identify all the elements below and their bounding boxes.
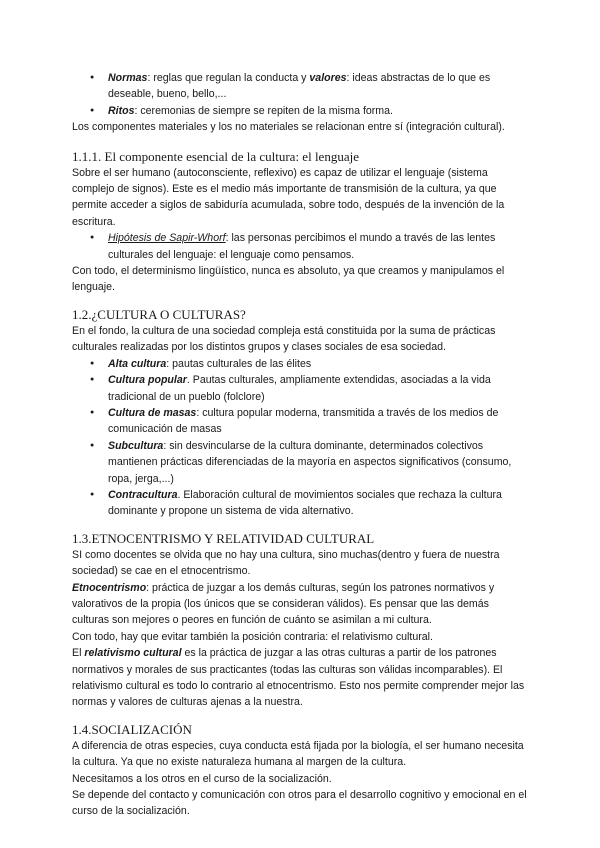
list-item: ● Normas: reglas que regulan la conducta y valores: ideas abstractas de lo que es deseable, bueno, bello,... — [72, 70, 528, 103]
section-heading-1-2: 1.2.¿CULTURA O CULTURAS? — [72, 306, 246, 322]
paragraph: Los componentes materiales y los no materiales se relacionan entre sí (integración cultural). — [72, 121, 505, 134]
norms-list — [72, 70, 528, 119]
list-item: ● Alta cultura: pautas culturales de las élites — [72, 356, 528, 372]
paragraph: Necesitamos a los otros en el curso de la socialización. — [72, 772, 332, 785]
term: Cultura popular — [108, 374, 187, 387]
list-item: ● Cultura de masas: cultura popular moderna, transmitida a través de los medios de comunicación de masas — [72, 405, 528, 438]
paragraph: Etnocentrismo: práctica de juzgar a los demás culturas, según los patrones normativos y valorativos de la propia (los únicos que se consideran válidos). Es pensar que las demás culturas son mejores o peores en función de cuánto se asimilan a mi cultura. — [72, 581, 495, 627]
term: Ritos — [108, 104, 135, 117]
section-heading-1-3: 1.3.ETNOCENTRISMO Y RELATIVIDAD CULTURAL — [72, 530, 375, 546]
section-heading-1-1-1: 1.1.1. El componente esencial de la cultura: el lenguaje — [72, 148, 359, 164]
document-page — [72, 70, 528, 820]
term: Alta cultura — [108, 357, 167, 370]
culture-types-list — [72, 356, 528, 520]
list-item: ● Contracultura. Elaboración cultural de movimientos sociales que rechaza la cultura dominante y propone un sistema de vida alternativo. — [72, 487, 528, 520]
term: Subcultura — [108, 439, 164, 452]
list-item: ● Hipótesis de Sapir-Whorf: las personas percibimos el mundo a través de las lentes culturales del lenguaje: el lenguaje como pensamos. — [72, 230, 528, 263]
paragraph: En el fondo, la cultura de una sociedad compleja está constituida por la suma de prácticas culturales realizadas por los distintos grupos y clases sociales de esa sociedad. — [72, 324, 496, 354]
paragraph: Se depende del contacto y comunicación con otros para el desarrollo cognitivo y emocional en el curso de la socialización. — [72, 789, 527, 818]
paragraph: Con todo, hay que evitar también la posición contraria: el relativismo cultural. — [72, 630, 433, 643]
term: Cultura de masas — [108, 406, 197, 419]
sapir-list — [72, 230, 528, 263]
term: Normas — [108, 72, 148, 84]
paragraph: Sobre el ser humano (autoconsciente, reflexivo) es capaz de utilizar el lenguaje (sistema complejo de signos). Este es el medio más importante de transmisión de la cultura, ya que permite acceder a siglos de sabiduría acumulada, sobre todo, después de la invención de la escritura. — [72, 166, 505, 228]
term: Contracultura — [108, 488, 178, 501]
sapir-whorf-link[interactable]: Hipótesis de Sapir-Whorf — [108, 232, 226, 245]
paragraph: El relativismo cultural es la práctica de juzgar a las otras culturas a partir de los patrones normativos y morales de sus practicantes (todas las culturas son válidas incomparables). El relativismo cultural es todo lo contrario al etnocentrismo. Esto nos permite comprender mejor las normas y valores de culturas ajenas a la nuestra. — [72, 647, 525, 709]
term: valores — [309, 72, 347, 84]
section-heading-1-4: 1.4.SOCIALIZACIÓN — [72, 721, 192, 737]
paragraph: A diferencia de otras especies, cuya conducta está fijada por la biología, el ser humano necesita la cultura. Ya que no existe naturaleza humana al margen de la cultura. — [72, 739, 524, 769]
term: Etnocentrismo — [72, 581, 147, 594]
term: relativismo cultural — [84, 647, 182, 660]
list-item: ● Cultura popular. Pautas culturales, ampliamente extendidas, asociadas a la vida tradicional de un pueblo (folclore) — [72, 372, 528, 405]
list-item: ● Ritos: ceremonias de siempre se repiten de la misma forma. — [72, 103, 528, 119]
paragraph: Con todo, el determinismo lingüístico, nunca es absoluto, ya que creamos y manipulamos el lenguaje. — [72, 265, 505, 294]
list-item: ● Subcultura: sin desvincularse de la cultura dominante, determinados colectivos mantienen prácticas diferenciadas de la mayoría en aspectos significativos (consumo, ropa, jerga,...) — [72, 438, 528, 487]
paragraph: SI como docentes se olvida que no hay una cultura, sino muchas(dentro y fuera de nuestra sociedad) se cae en el etnocentrismo. — [72, 548, 500, 578]
